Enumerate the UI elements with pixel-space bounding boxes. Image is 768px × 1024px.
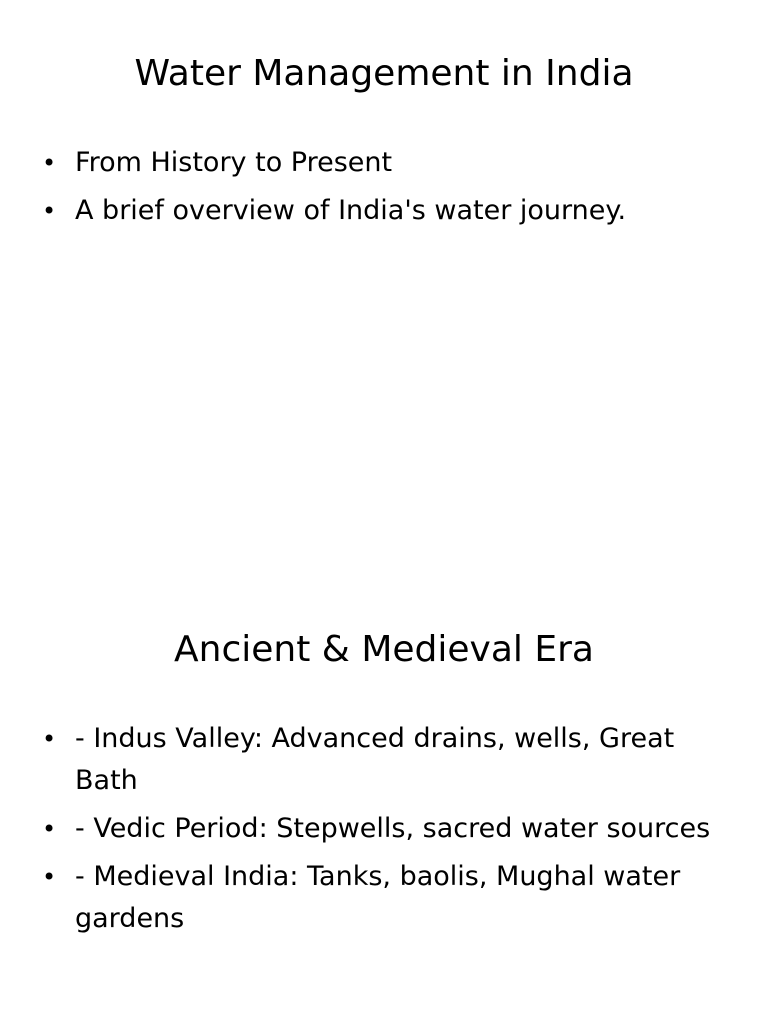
bullet-icon: • (42, 197, 57, 225)
bullet-text: - Vedic Period: Stepwells, sacred water sources (75, 813, 711, 844)
bullet-item (42, 856, 742, 940)
bullet-icon: • (42, 815, 57, 843)
slide-title: Ancient & Medieval Era (174, 629, 594, 670)
bullet-list (42, 142, 742, 238)
bullet-text: A brief overview of India's water journey. (75, 195, 627, 226)
bullet-text: From History to Present (75, 147, 393, 178)
bullet-text: - Indus Valley: Advanced drains, wells, Great Bath (75, 723, 675, 796)
slide-2 (0, 576, 768, 1024)
bullet-list (42, 718, 742, 946)
bullet-item (42, 142, 742, 184)
bullet-icon: • (42, 725, 57, 753)
bullet-item (42, 808, 742, 850)
bullet-item (42, 190, 742, 232)
bullet-icon: • (42, 863, 57, 891)
bullet-item (42, 718, 742, 802)
slide-title: Water Management in India (134, 53, 634, 94)
bullet-icon: • (42, 149, 57, 177)
bullet-text: - Medieval India: Tanks, baolis, Mughal water gardens (75, 861, 681, 934)
